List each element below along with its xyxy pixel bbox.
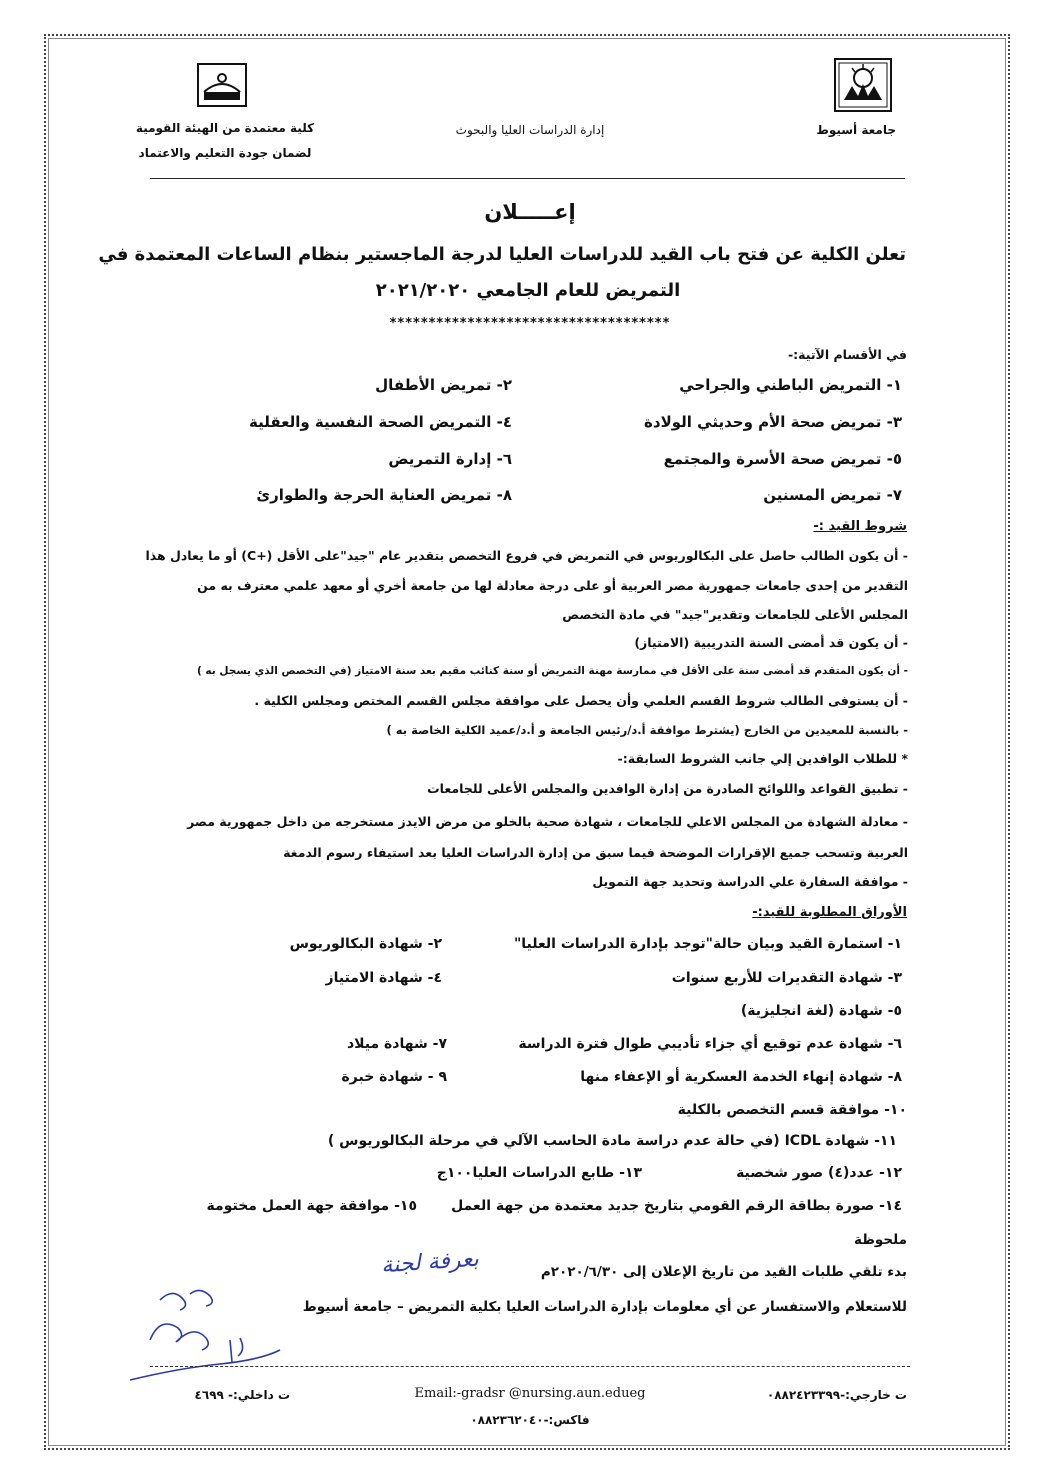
document-item: ٥- شهادة (لغة انجليزية) bbox=[740, 1003, 902, 1019]
note-heading: ملحوظة bbox=[854, 1232, 907, 1248]
document-item: ٣- شهادة التقديرات للأربع سنوات bbox=[671, 970, 902, 986]
note-line-1: بدء تلقي طلبات القيد من تاريخ الإعلان إلى ٢٠٢٠/٦/٣٠م bbox=[540, 1264, 907, 1280]
documents-heading: الأوراق المطلوبة للقيد:- bbox=[752, 905, 907, 920]
assiut-university-logo bbox=[832, 56, 894, 114]
document-item: ٤- شهادة الامتياز bbox=[325, 970, 442, 986]
announcement-line-2: التمريض للعام الجامعي ٢٠٢١/٢٠٢٠ bbox=[375, 280, 681, 301]
department-item: ٦- إدارة التمريض bbox=[388, 450, 512, 468]
internal-phone: ت داخلي:- ٤٦٩٩ bbox=[194, 1388, 290, 1402]
note-line-2: للاستعلام والاستفسار عن أي معلومات بإدارة الدراسات العليا بكلية التمريض – جامعة أسيوط bbox=[302, 1299, 907, 1315]
department-item: ٤- التمريض الصحة النفسية والعقلية bbox=[249, 413, 512, 431]
accreditation-line-2: لضمان جودة التعليم والاعتماد bbox=[138, 146, 312, 160]
condition-line: - تطبيق القواعد واللوائح الصادرة من إدارة الوافدين والمجلس الأعلى للجامعات bbox=[427, 781, 908, 796]
department-item: ٧- تمريض المسنين bbox=[763, 486, 902, 504]
announcement-title: إعـــــلان bbox=[484, 200, 576, 224]
department-item: ٣- تمريض صحة الأم وحديثي الولادة bbox=[644, 413, 902, 431]
document-item: ١١- شهادة ICDL (في حالة عدم دراسة مادة الحاسب الآلي في مرحلة البكالوريوس ) bbox=[327, 1133, 897, 1149]
condition-line: - موافقة السفارة علي الدراسة وتحديد جهة التمويل bbox=[592, 874, 908, 889]
condition-line: - بالنسبة للمعيدين من الخارج (يشترط موافقة أ.د/رئيس الجامعة و أ.د/عميد الكلية الخاصة به ) bbox=[386, 723, 908, 737]
announcement-line-1: تعلن الكلية عن فتح باب القيد للدراسات العليا لدرجة الماجستير بنظام الساعات المعتمدة في bbox=[98, 244, 906, 265]
document-item: ٢- شهادة البكالوريوس bbox=[289, 936, 442, 952]
signature-icon bbox=[120, 1280, 290, 1390]
department-item: ٥- تمريض صحة الأسرة والمجتمع bbox=[663, 450, 902, 468]
document-item: ١- استمارة القيد وبيان حالة"توجد بإدارة الدراسات العليا" bbox=[514, 936, 902, 952]
condition-line: - أن يكون المتقدم قد أمضى سنة على الأقل في ممارسة مهنة التمريض أو سنة كنائب مقيم بعد سنة الامتياز (في التخصص الذي يسجل به ) bbox=[196, 665, 908, 677]
contact-email: Email:-gradsr @nursing.aun.edueg bbox=[414, 1386, 646, 1401]
stars-divider: ************************************ bbox=[389, 316, 671, 331]
document-item: ١٥- موافقة جهة العمل مختومة bbox=[206, 1198, 417, 1214]
accreditation-line-1: كلية معتمدة من الهيئة القومية bbox=[135, 121, 315, 135]
condition-line: - أن يستوفى الطالب شروط القسم العلمي وأن يحصل على موافقة مجلس القسم المختص ومجلس الكلية . bbox=[254, 693, 908, 708]
document-item: ١٣- طابع الدراسات العليا١٠٠ج bbox=[436, 1165, 642, 1181]
department-name: إدارة الدراسات العليا والبحوث bbox=[455, 123, 605, 137]
document-item: ٧- شهادة ميلاد bbox=[346, 1036, 447, 1052]
document-item: ٦- شهادة عدم توقيع أي جزاء تأديبي طوال فترة الدراسة bbox=[518, 1036, 902, 1052]
department-item: ٢- تمريض الأطفال bbox=[375, 376, 512, 394]
department-item: ٨- تمريض العناية الحرجة والطوارئ bbox=[256, 486, 512, 504]
condition-line: * للطلاب الوافدين إلي جانب الشروط السابقة:- bbox=[617, 751, 908, 766]
fax-number: فاكس:-٠٨٨٢٣٦٢٠٤٠ bbox=[470, 1413, 590, 1427]
department-item: ١- التمريض الباطني والجراحي bbox=[679, 376, 902, 394]
nursing-faculty-logo bbox=[196, 62, 248, 108]
header-divider bbox=[150, 178, 905, 179]
condition-line: المجلس الأعلى للجامعات وتقدير"جيد" في مادة التخصص bbox=[562, 607, 908, 622]
footer-divider bbox=[150, 1366, 910, 1367]
condition-line: - أن يكون قد أمضى السنة التدريبية (الامتياز) bbox=[634, 635, 908, 650]
conditions-heading: شروط القيد :- bbox=[813, 519, 907, 534]
departments-intro: في الأقسام الآتية:- bbox=[787, 347, 907, 362]
document-item: ١٢- عدد(٤) صور شخصية bbox=[736, 1165, 902, 1181]
condition-line: العربية وتسحب جميع الإقرارات الموضحة فيما سبق من إدارة الدراسات العليا بعد استيفاء رسوم الدمغة bbox=[283, 845, 908, 860]
document-item: ٩ - شهادة خبرة bbox=[341, 1069, 447, 1085]
external-phone: ت خارجي:-٠٨٨٢٤٢٣٣٩٩ bbox=[766, 1388, 907, 1402]
university-name: جامعة أسيوط bbox=[816, 123, 896, 137]
document-item: ١٤- صورة بطاقة الرقم القومي بتاريخ جديد معتمدة من جهة العمل bbox=[451, 1198, 902, 1214]
handwritten-annotation: بعرفة لجنة bbox=[380, 1246, 480, 1279]
condition-line: - معادلة الشهادة من المجلس الاعلي للجامعات ، شهادة صحية بالخلو من مرض الايدز مستخرجه من داخل جمهورية مصر bbox=[187, 814, 908, 829]
document-item: ١٠- موافقة قسم التخصص بالكلية bbox=[677, 1102, 907, 1118]
document-item: ٨- شهادة إنهاء الخدمة العسكرية أو الإعفاء منها bbox=[580, 1069, 902, 1085]
condition-line: - أن يكون الطالب حاصل على البكالوريوس في التمريض في فروع التخصص بتقدير عام "جيد"على الأقل (+C) أو ما يعادل هذا bbox=[145, 548, 908, 563]
condition-line: التقدير من إحدى جامعات جمهورية مصر العربية أو على درجة معادلة لها من جامعة أخري أو معهد علمي معترف به من bbox=[197, 578, 908, 593]
